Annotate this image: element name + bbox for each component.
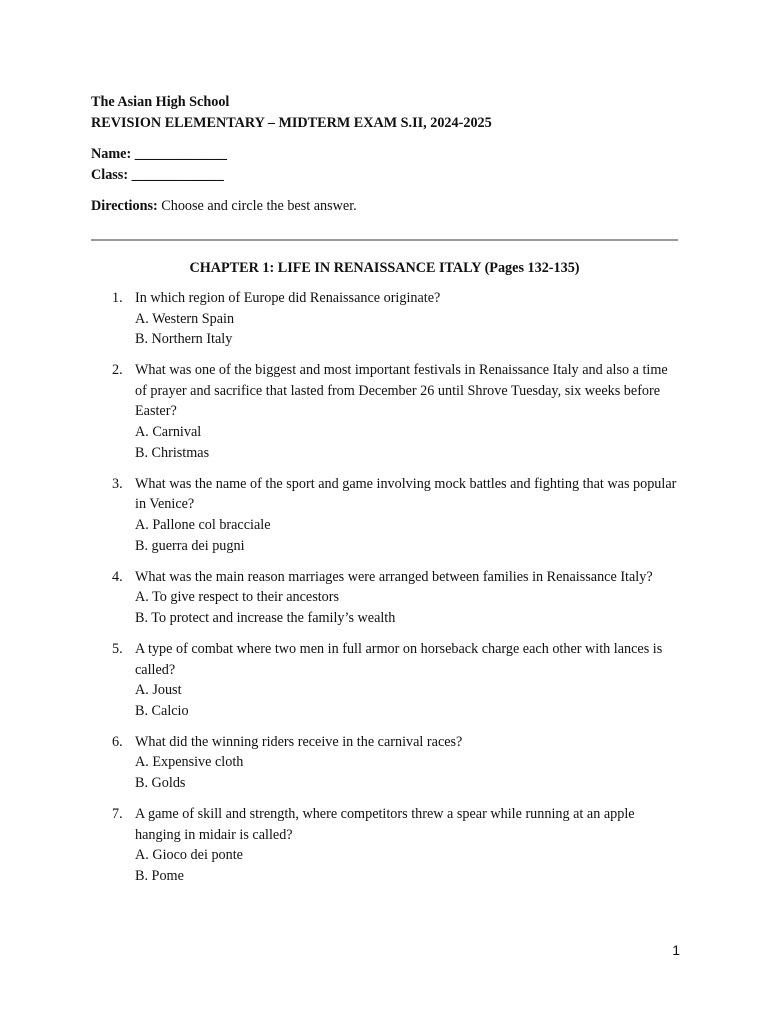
directions-text: Choose and circle the best answer. bbox=[157, 198, 357, 214]
answer-option-a: A. Western Spain bbox=[135, 310, 235, 327]
directions bbox=[91, 196, 357, 217]
question-text: What was the name of the sport and game involving mock battles and fighting that was popular in Venice? bbox=[135, 475, 677, 513]
question-item bbox=[91, 474, 681, 556]
question-text: What was the main reason marriages were arranged between families in Renaissance Italy? bbox=[135, 568, 653, 585]
exam-title: REVISION ELEMENTARY – MIDTERM EXAM S.II, 2024-2025 bbox=[91, 114, 492, 131]
question-number: 2. bbox=[112, 362, 123, 379]
answer-option-b: B. Golds bbox=[135, 774, 186, 791]
question-item bbox=[91, 360, 681, 463]
question-item bbox=[91, 288, 681, 350]
question-number: 4. bbox=[112, 568, 123, 585]
answer-option-b: B. Christmas bbox=[135, 444, 210, 461]
horizontal-divider bbox=[91, 239, 678, 241]
question-text: What was one of the biggest and most important festivals in Renaissance Italy and also a time of prayer and sacrifice that lasted from December 26 until Shrove Tuesday, six weeks before Easter? bbox=[135, 362, 668, 420]
answer-option-a: A. Carnival bbox=[135, 424, 202, 441]
question-item bbox=[91, 567, 681, 629]
answer-option-a: A. Expensive cloth bbox=[135, 754, 244, 771]
question-text: A type of combat where two men in full armor on horseback charge each other with lances is called? bbox=[135, 640, 663, 678]
question-text: A game of skill and strength, where competitors threw a spear while running at an apple hanging in midair is called? bbox=[135, 806, 635, 843]
question-number: 7. bbox=[112, 806, 123, 823]
answer-option-b: B. guerra dei pugni bbox=[135, 537, 245, 554]
page-number: 1 bbox=[672, 942, 680, 958]
student-fields bbox=[91, 144, 227, 185]
question-number: 6. bbox=[112, 733, 123, 750]
answer-option-b: B. Northern Italy bbox=[135, 331, 233, 348]
directions-label: Directions: bbox=[91, 198, 158, 214]
question-list bbox=[91, 288, 681, 897]
question-number: 3. bbox=[112, 475, 123, 492]
name-field: Name: _____________ bbox=[91, 146, 227, 162]
question-number: 1. bbox=[112, 290, 123, 306]
question-item bbox=[91, 732, 681, 794]
answer-option-a: A. Pallone col bracciale bbox=[135, 516, 271, 533]
answer-option-b: B. Calcio bbox=[135, 702, 189, 719]
chapter-title: CHAPTER 1: LIFE IN RENAISSANCE ITALY (Pages 132-135) bbox=[189, 260, 580, 276]
document-header bbox=[91, 92, 691, 133]
question-text: What did the winning riders receive in the carnival races? bbox=[135, 733, 463, 750]
answer-option-a: A. Joust bbox=[135, 682, 182, 699]
class-field: Class: _____________ bbox=[91, 166, 224, 183]
question-item bbox=[91, 804, 681, 886]
question-number: 5. bbox=[112, 640, 123, 657]
question-item bbox=[91, 639, 681, 721]
answer-option-b: B. To protect and increase the family’s wealth bbox=[135, 609, 396, 626]
answer-option-b: B. Pome bbox=[135, 867, 184, 884]
answer-option-a: A. Gioco dei ponte bbox=[135, 847, 243, 864]
answer-option-a: A. To give respect to their ancestors bbox=[135, 589, 340, 606]
question-text: In which region of Europe did Renaissance originate? bbox=[135, 290, 441, 306]
school-name: The Asian High School bbox=[91, 94, 230, 110]
